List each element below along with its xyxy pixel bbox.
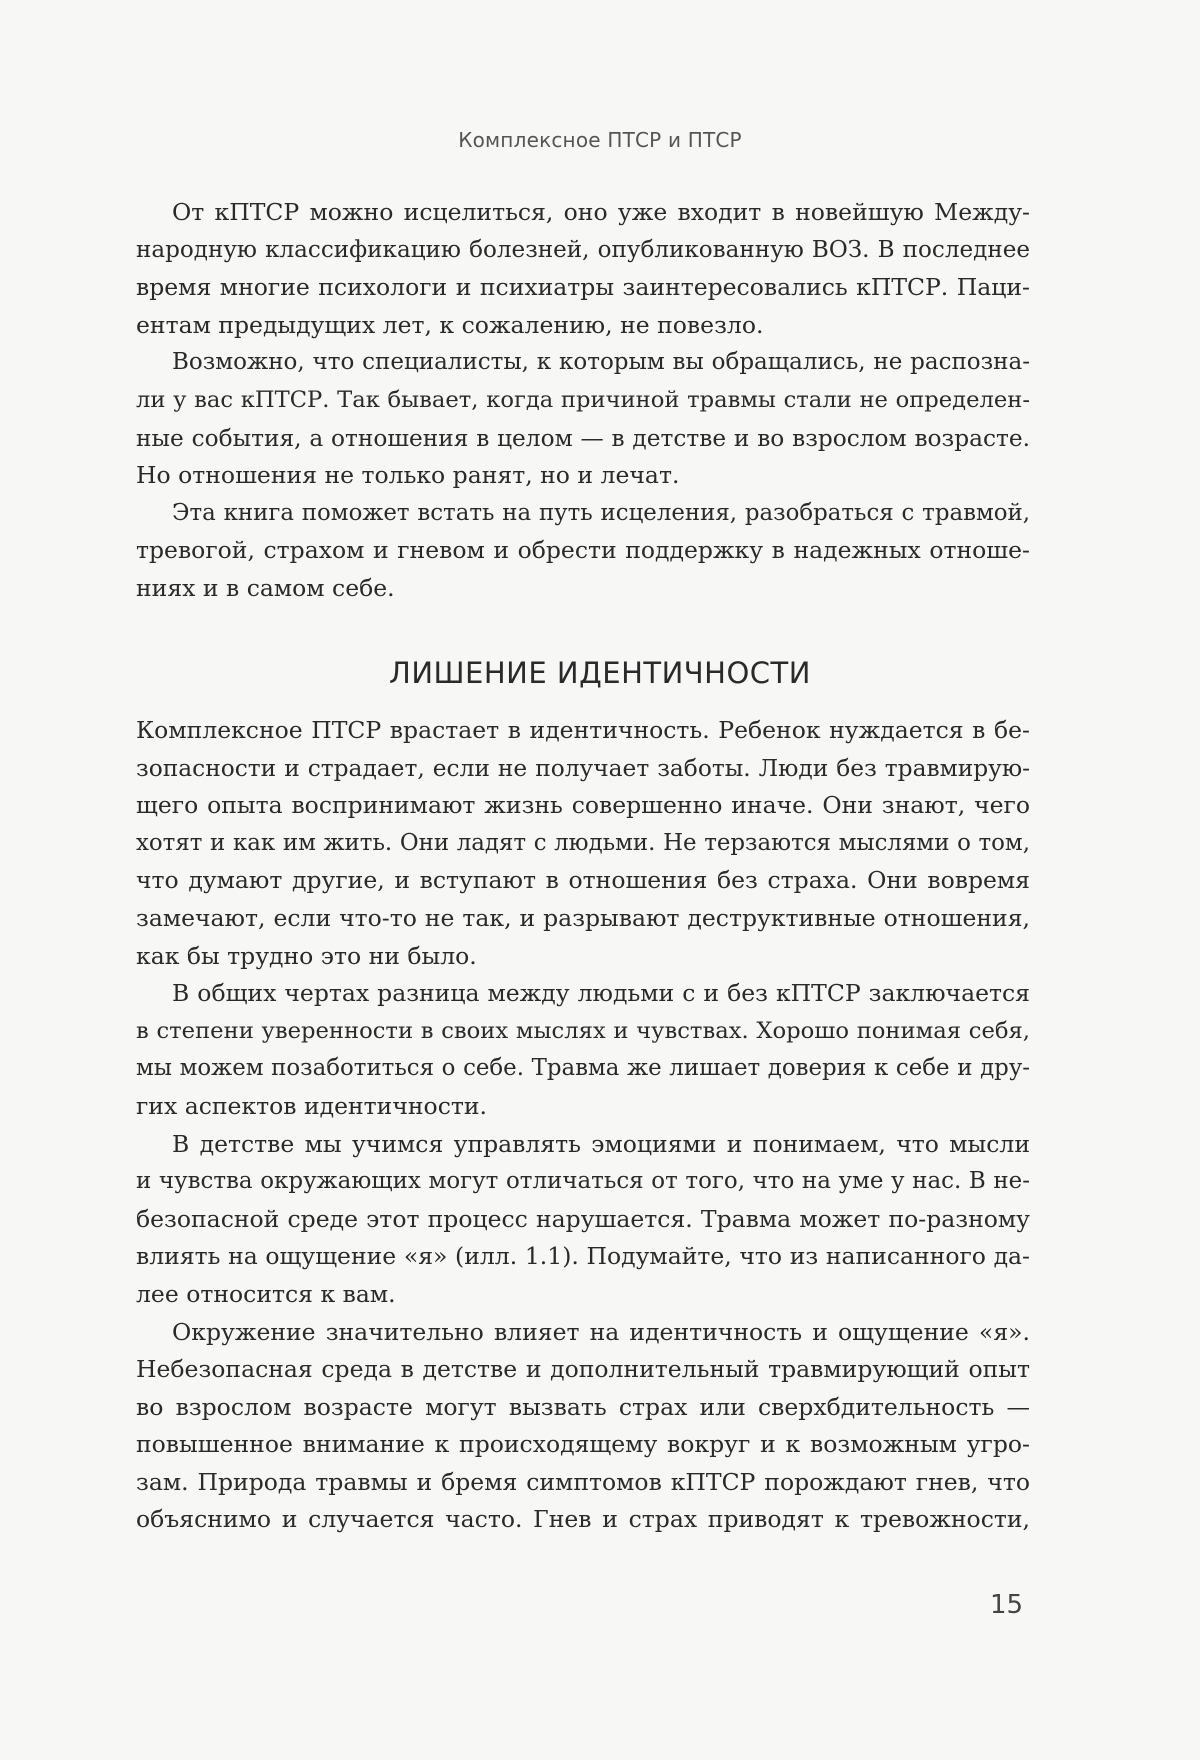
text-line: как бы трудно это ни было. — [136, 941, 477, 970]
text-line: Небезопасная среда в детстве и дополнительный травмирующий опыт — [136, 1355, 1030, 1384]
intro-text — [136, 194, 1030, 608]
text-line: тревогой, страхом и гневом и обрести поддержку в надежных отноше- — [136, 536, 1030, 565]
text-line: зам. Природа травмы и бремя симптомов кПТСР порождают гнев, что — [136, 1467, 1030, 1496]
section-heading: ЛИШЕНИЕ ИДЕНТИЧНОСТИ — [389, 656, 811, 690]
text-line: что думают другие, и вступают в отношения без страха. Они вовремя — [136, 866, 1030, 895]
text-line: хотят и как им жить. Они ладят с людьми. Не терзаются мыслями о том, — [136, 829, 1030, 856]
text-line: гих аспектов идентичности. — [136, 1091, 487, 1120]
text-line: ентам предыдущих лет, к сожалению, не повезло. — [136, 310, 764, 339]
text-line: безопасной среде этот процесс нарушается. Травма может по-разному — [136, 1204, 1030, 1233]
text-line: лее относится к вам. — [136, 1279, 396, 1308]
section-text — [136, 712, 1030, 1539]
text-line: Комплексное ПТСР врастает в идентичность. Ребенок нуждается в бе- — [136, 716, 1030, 744]
running-head: Комплексное ПТСР и ПТСР — [458, 128, 742, 152]
text-line: От кПТСР можно исцелиться, оно уже входит в новейшую Между- — [172, 198, 1030, 226]
text-line: ли у вас кПТСР. Так бывает, когда причиной травмы стали не определен- — [136, 386, 1030, 413]
text-line: объяснимо и случается часто. Гнев и страх приводят к тревожности, — [136, 1505, 1030, 1534]
text-line: В общих чертах разница между людьми с и без кПТСР заключается — [172, 979, 1030, 1008]
text-line: повышенное внимание к происходящему вокруг и к возможным угро- — [136, 1430, 1030, 1459]
text-line: народную классификацию болезней, опубликованную ВОЗ. В последнее — [136, 236, 1030, 263]
text-line: влиять на ощущение «я» (илл. 1.1). Подумайте, что из написанного да- — [136, 1242, 1030, 1271]
text-line: ниях и в самом себе. — [136, 573, 395, 602]
text-line: Окружение значительно влияет на идентичность и ощущение «я». — [172, 1317, 1030, 1346]
text-line: в степени уверенности в своих мыслях и чувствах. Хорошо понимая себя, — [136, 1017, 1030, 1044]
text-line: В детстве мы учимся управлять эмоциями и понимаем, что мысли — [172, 1129, 1030, 1158]
text-line: Эта книга поможет встать на путь исцеления, разобраться с травмой, — [172, 499, 1030, 526]
text-line: мы можем позаботиться о себе. Травма же лишает доверия к себе и дру- — [136, 1055, 1030, 1082]
text-line: Возможно, что специалисты, к которым вы обращались, не распозна- — [172, 349, 1030, 376]
text-line: время многие психологи и психиатры заинтересовались кПТСР. Паци- — [136, 273, 1030, 302]
page-number: 15 — [990, 1590, 1024, 1620]
text-line: во взрослом возрасте могут вызвать страх или сверхбдительность — — [136, 1392, 1030, 1421]
text-line: зопасности и страдает, если не получает заботы. Люди без травмирую- — [136, 754, 1030, 782]
text-line: замечают, если что-то не так, и разрывают деструктивные отношения, — [136, 903, 1030, 932]
text-line: ные события, а отношения в целом — в детстве и во взрослом возрасте. — [136, 424, 1030, 452]
text-line: Но отношения не только ранят, но и лечат. — [136, 461, 680, 490]
text-line: щего опыта воспринимают жизнь совершенно иначе. Они знают, чего — [136, 791, 1030, 820]
text-line: и чувства окружающих могут отличаться от того, что на уме у нас. В не- — [136, 1168, 1030, 1195]
